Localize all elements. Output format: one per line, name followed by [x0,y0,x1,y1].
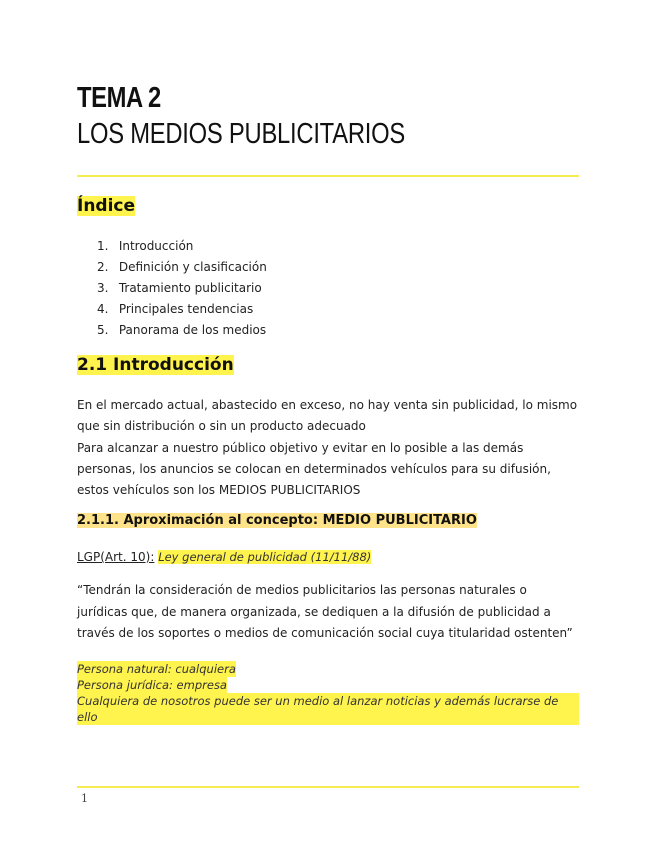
paragraph-intro: En el mercado actual, abastecido en exceso, no hay venta sin publicidad, lo mismo que sin distribución o sin un producto adecuado [77,398,578,433]
doc-title-line2: LOS MEDIOS PUBLICITARIOS [77,118,405,150]
section-heading-text: 2.1 Introducción [77,355,234,375]
paragraph-objective: Para alcanzar a nuestro público objetivo y evitar en lo posible a las demás personas, los anuncios se colocan en determinados vehículos para su difusión, estos vehículos son los MEDIOS PUBLICITARIOS [77,441,551,497]
page-number: 1 [81,792,88,805]
index-heading-text: Índice [77,196,136,216]
header-divider [77,175,579,177]
doc-title-line1: TEMA 2 [77,82,161,114]
lgp-handwritten-note: Ley general de publicidad (11/11/88) [158,550,372,564]
note-line: Cualquiera de nosotros puede ser un medio al lanzar noticias y además lucrarse de ello [77,693,579,725]
toc-item: 2. Definición y clasificación [97,260,267,274]
toc-item: 4. Principales tendencias [97,302,254,316]
note-line: Persona jurídica: empresa [77,678,227,692]
index-heading [77,196,135,216]
section-heading [77,355,234,375]
toc-item: 1. Introducción [97,239,194,253]
lgp-label: LGP(Art. 10): [77,550,155,564]
handwritten-notes [77,661,579,725]
subsection-heading-text: 2.1.1. Aproximación al concepto: MEDIO PUBLICITARIO [77,513,477,528]
subsection-heading [77,513,477,528]
note-line: Persona natural: cualquiera [77,662,236,676]
toc-item: 3. Tratamiento publicitario [97,281,262,295]
legal-quote: “Tendrán la consideración de medios publicitarios las personas naturales o jurídicas que, de manera organizada, se dediquen a la difusión de publicidad a través de los soportes o medios de comunicación social cuya titularidad ostenten” [77,583,573,640]
footer-divider [77,786,579,788]
lgp-reference [77,549,371,566]
table-of-contents [97,238,267,343]
toc-item: 5. Panorama de los medios [97,323,267,337]
